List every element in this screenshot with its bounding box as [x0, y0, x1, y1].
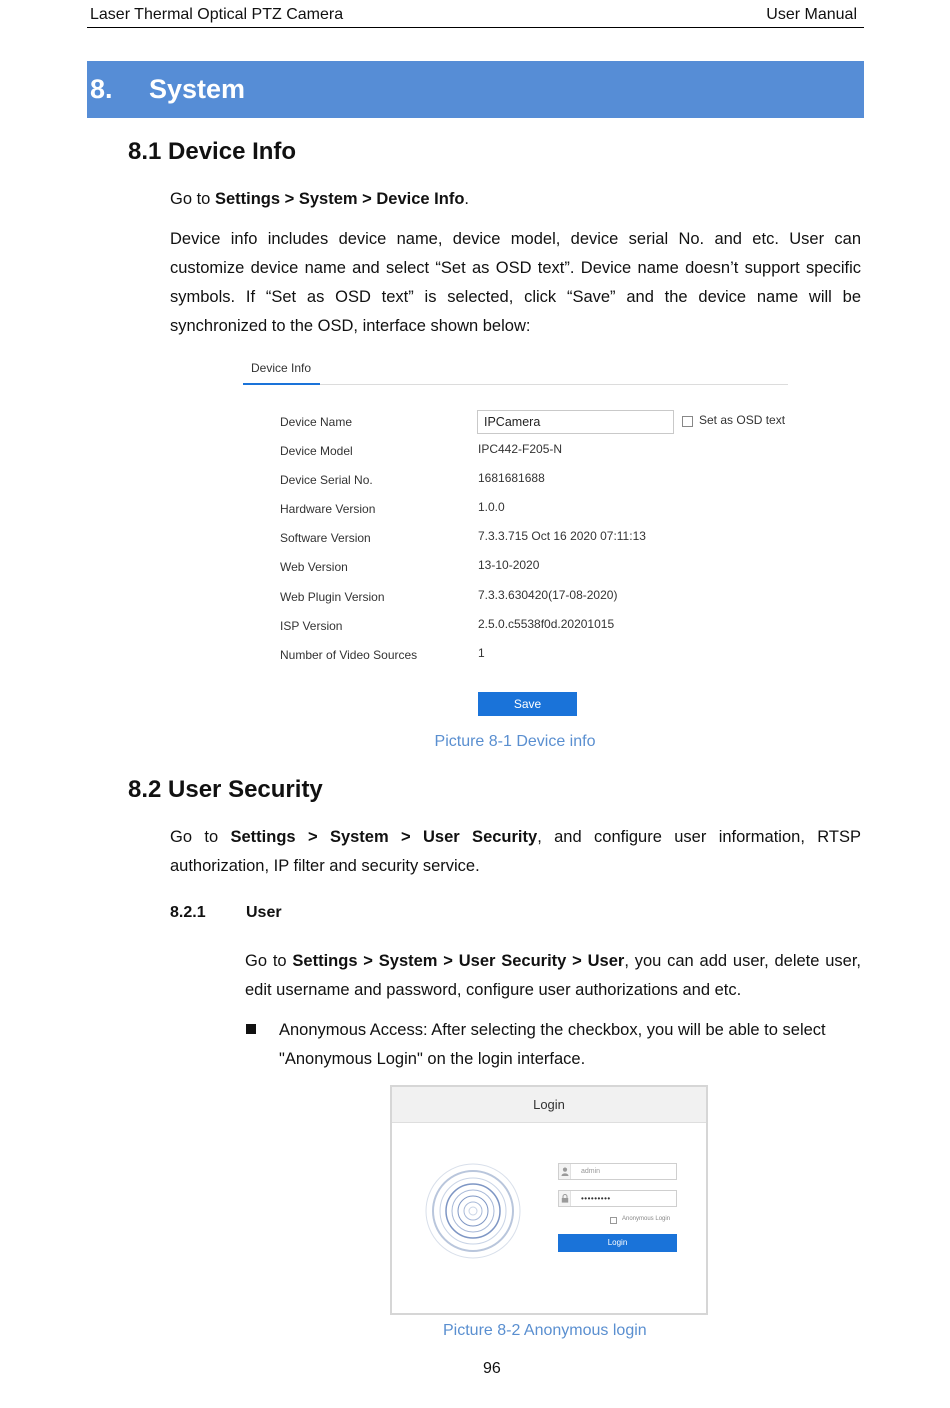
user-nav-line: Go to Settings > System > User Security > User, you can add user, delete user,: [245, 952, 862, 970]
description-line: Device info includes device name, device model, device serial No. and etc. User can: [170, 230, 861, 248]
chapter-banner: [87, 61, 864, 118]
anonymous-login-label: Anonymous Login: [622, 1216, 671, 1222]
label-device-name: Device Name: [280, 415, 353, 429]
label-video-sources: Number of Video Sources: [280, 648, 418, 662]
value-web-plugin-version: 7.3.3.630420(17-08-2020): [478, 588, 618, 602]
chapter-number: 8.: [90, 74, 113, 104]
lock-icon: [559, 1191, 571, 1206]
password-mask: •••••••••: [581, 1194, 611, 1203]
label-web-plugin-version: Web Plugin Version: [280, 590, 385, 604]
figure-caption-8-2: Picture 8-2 Anonymous login: [443, 1322, 647, 1339]
osd-text-checkbox[interactable]: [682, 416, 693, 427]
value-serial-number: 1681681688: [478, 471, 545, 485]
user-icon: [559, 1164, 571, 1179]
value-device-model: IPC442-F205-N: [478, 442, 563, 456]
device-info-tab[interactable]: Device Info: [251, 361, 312, 375]
figure-caption-8-1: Picture 8-1 Device info: [434, 733, 596, 750]
label-hardware-version: Hardware Version: [280, 502, 376, 516]
header-doc-type: User Manual: [766, 6, 857, 23]
intro-nav-line: Go to Settings > System > User Security, and configure user information, RTSP: [170, 828, 861, 846]
label-web-version: Web Version: [280, 560, 348, 574]
section-8-1-nav-path: Go to Settings > System > Device Info.: [170, 190, 469, 208]
header-product-name: Laser Thermal Optical PTZ Camera: [90, 6, 344, 23]
label-device-model: Device Model: [280, 444, 353, 458]
intro-line: authorization, IP filter and security service.: [170, 857, 480, 875]
header-rule: [87, 27, 864, 28]
description-line: customize device name and select “Set as OSD text”. Device name doesn’t support specific: [170, 259, 861, 277]
bullet-item-anonymous-access: Anonymous Access: After selecting the checkbox, you will be able to select "Anonymous Login" on the login interface.: [279, 1021, 826, 1068]
label-serial-number: Device Serial No.: [280, 473, 373, 487]
logo-emblem-icon: [424, 1162, 522, 1260]
login-title: Login: [533, 1097, 565, 1112]
page-number: 96: [483, 1360, 501, 1377]
username-input[interactable]: [558, 1163, 677, 1180]
anonymous-login-checkbox[interactable]: [610, 1217, 617, 1224]
label-software-version: Software Version: [280, 531, 371, 545]
value-software-version: 7.3.3.715 Oct 16 2020 07:11:13: [478, 529, 646, 543]
device-name-input[interactable]: IPCamera: [477, 410, 674, 434]
value-hardware-version: 1.0.0: [478, 500, 505, 514]
section-8-2-intro: [170, 823, 861, 881]
value-video-sources: 1: [478, 646, 485, 660]
username-placeholder: admin: [581, 1168, 601, 1175]
chapter-title: System: [149, 74, 246, 104]
tab-divider: [243, 384, 788, 385]
active-tab-underline: [243, 383, 320, 385]
subsection-number: 8.2.1: [170, 904, 206, 921]
section-8-1-heading: 8.1 Device Info: [128, 138, 297, 165]
password-input[interactable]: [558, 1190, 677, 1207]
user-description-line: edit username and password, configure user authorizations and etc.: [245, 981, 742, 999]
osd-text-checkbox-label: Set as OSD text: [699, 413, 786, 427]
section-8-1-description: [170, 225, 861, 341]
value-isp-version: 2.5.0.c5538f0d.20201015: [478, 617, 615, 631]
value-web-version: 13-10-2020: [478, 558, 540, 572]
section-8-2-heading: 8.2 User Security: [128, 776, 323, 803]
label-isp-version: ISP Version: [280, 619, 343, 633]
bullet-square-icon: [246, 1024, 256, 1034]
login-button[interactable]: Login: [558, 1234, 677, 1252]
save-button[interactable]: Save: [478, 692, 577, 716]
subsection-description: [245, 947, 861, 1005]
description-line: synchronized to the OSD, interface shown below:: [170, 317, 531, 335]
subsection-title: User: [246, 904, 282, 921]
description-line: symbols. If “Set as OSD text” is selected, click “Save” and the device name will be: [170, 288, 861, 306]
